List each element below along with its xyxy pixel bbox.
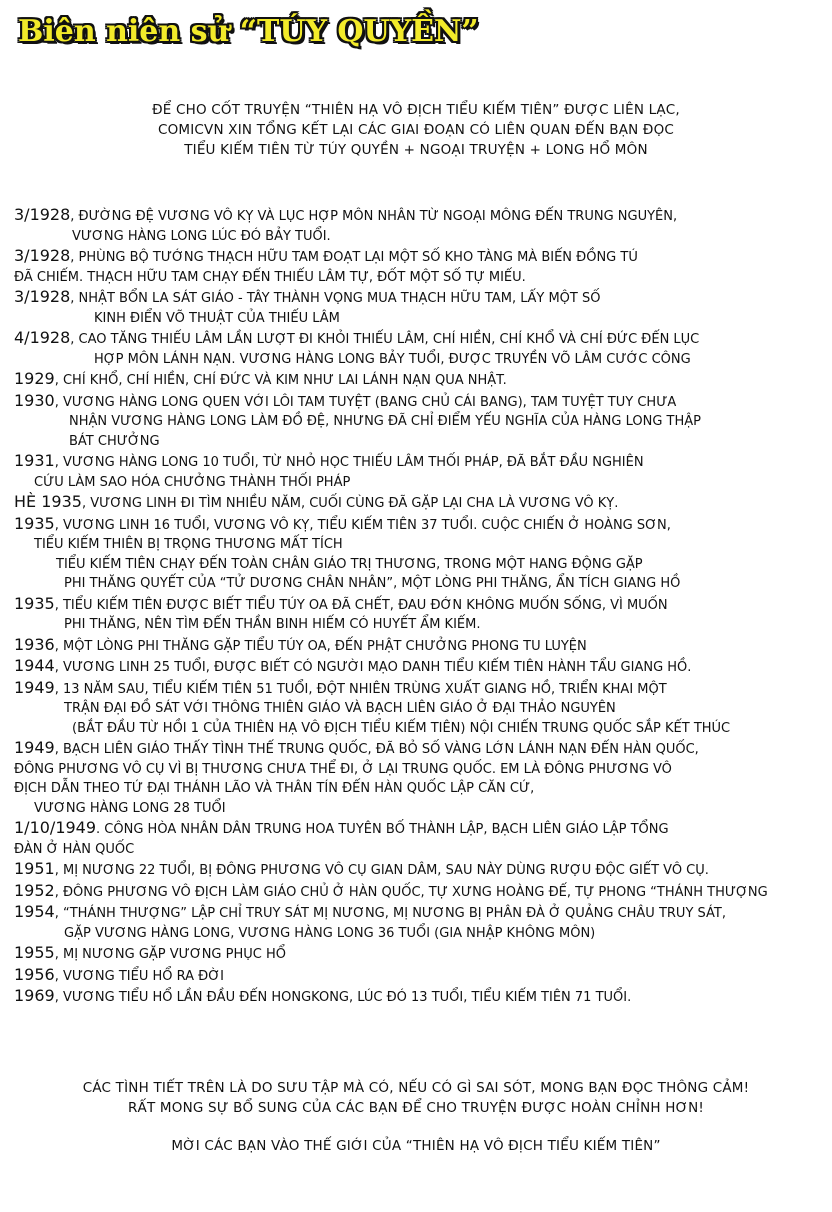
timeline-entry bbox=[14, 268, 830, 288]
outro-line: CÁC TÌNH TIẾT TRÊN LÀ DO SƯU TẬP MÀ CÓ, NẾU CÓ GÌ SAI SÓT, MONG BẠN ĐỌC THÔNG CẢM! bbox=[82, 1080, 750, 1096]
timeline-text: , VƯƠNG HÀNG LONG 10 TUỔI, TỪ NHỎ HỌC THIẾU LÂM THỐI PHÁP, ĐÃ BẮT ĐẦU NGHIÊN bbox=[54, 455, 644, 470]
timeline-text: , VƯƠNG LINH 16 TUỔI, VƯƠNG VÔ KỴ, TIỂU KIẾM TIÊN 37 TUỔI. CUỘC CHIẾN Ở HOÀNG SƠN, bbox=[54, 517, 671, 533]
timeline-date: 1929 bbox=[14, 369, 55, 388]
timeline-entry bbox=[14, 738, 830, 760]
timeline-entry bbox=[14, 965, 830, 987]
timeline-text: PHI THĂNG, NÊN TÌM ĐẾN THẦN BINH HIẾM CÓ HUYẾT ẨM KIẾM. bbox=[64, 617, 481, 632]
timeline-date: 1951 bbox=[14, 859, 55, 878]
timeline-text: , 13 NĂM SAU, TIỂU KIẾM TIÊN 51 TUỔI, ĐỘT NHIÊN TRÙNG XUẤT GIANG HỒ, TRIỂN KHAI MỘT bbox=[54, 681, 667, 697]
timeline-entry bbox=[14, 205, 830, 227]
timeline-date: 1955 bbox=[14, 943, 55, 962]
timeline-entry bbox=[14, 986, 830, 1008]
timeline-text: ĐỊCH DẪN THEO TỨ ĐẠI THÁNH LÃO VÀ THÂN TÍN ĐẾN HÀN QUỐC LẬP CĂN CỨ, bbox=[14, 781, 535, 796]
timeline-entry bbox=[14, 760, 830, 780]
timeline-entry bbox=[14, 287, 830, 309]
timeline-text: , MỊ NƯƠNG GẶP VƯƠNG PHỤC HỔ bbox=[54, 947, 286, 962]
timeline-entry bbox=[14, 473, 830, 493]
timeline-entry bbox=[14, 369, 830, 391]
timeline-text: , “THÁNH THƯỢNG” LẬP CHỈ TRUY SÁT MỊ NƯƠNG, MỊ NƯƠNG BỊ PHÂN ĐÀ Ở QUẢNG CHÂU TRUY SÁT, bbox=[54, 906, 726, 921]
timeline-text: TIỂU KIẾM THIÊN BỊ TRỌNG THƯƠNG MẤT TÍCH bbox=[34, 537, 343, 552]
timeline-text: , BẠCH LIÊN GIÁO THẤY TÌNH THẾ TRUNG QUỐC, ĐÃ BỎ SỐ VÀNG LỚN LÁNH NẠN ĐẾN HÀN QUỐC, bbox=[54, 742, 699, 757]
timeline-text: GẶP VƯƠNG HÀNG LONG, VƯƠNG HÀNG LONG 36 TUỔI (GIA NHẬP KHÔNG MÔN) bbox=[64, 925, 596, 941]
timeline-date: 1954 bbox=[14, 902, 55, 921]
timeline-entry bbox=[14, 350, 830, 370]
timeline-entry bbox=[14, 615, 830, 635]
timeline-date: 1936 bbox=[14, 634, 55, 654]
timeline-text: VƯƠNG HÀNG LONG 28 TUỔI bbox=[34, 800, 226, 816]
timeline-entry bbox=[14, 535, 830, 555]
timeline-text: HỢP MÔN LÁNH NẠN. VƯƠNG HÀNG LONG BẢY TUỔI, ĐƯỢC TRUYỀN VÕ LÂM CƯỚC CÔNG bbox=[94, 351, 691, 367]
timeline-date: 1952 bbox=[14, 880, 55, 900]
timeline-text: , VƯƠNG LINH 25 TUỔI, ĐƯỢC BIẾT CÓ NGƯỜI MẠO DANH TIỂU KIẾM TIÊN HÀNH TẨU GIANG HỒ. bbox=[54, 660, 692, 675]
timeline-text: CỨU LÀM SAO HÓA CHƯỞNG THÀNH THỐI PHÁP bbox=[34, 474, 351, 490]
timeline-date: 1/10/1949 bbox=[14, 818, 97, 837]
timeline-entry bbox=[14, 656, 830, 678]
timeline-entry bbox=[14, 432, 830, 452]
timeline-entry bbox=[14, 391, 830, 413]
timeline-date: 1930 bbox=[14, 390, 55, 410]
timeline-date: 1949 bbox=[14, 677, 55, 697]
timeline-entry bbox=[14, 840, 830, 860]
timeline-text: , TIỂU KIẾM TIÊN ĐƯỢC BIẾT TIỂU TÚY OA ĐÃ CHẾT, ĐAU ĐỚN KHÔNG MUỐN SỐNG, VÌ MUỐN bbox=[54, 597, 668, 613]
timeline-text: KINH ĐIỂN VÕ THUẬT CỦA THIẾU LÂM bbox=[94, 310, 340, 326]
timeline-text: , VƯƠNG TIỂU HỔ RA ĐỜI bbox=[54, 968, 224, 984]
timeline-text: , PHÙNG BỘ TƯỚNG THẠCH HỮU TAM ĐOẠT LẠI MỘT SỐ KHO TÀNG MÀ BIẾN ĐỒNG TÚ bbox=[70, 250, 638, 265]
timeline-text: PHI THĂNG QUYẾT CỦA “TỬ DƯƠNG CHÂN NHÂN”, MỘT LÒNG PHI THĂNG, ẨN TÍCH GIANG HỒ bbox=[64, 576, 681, 591]
timeline-date: HÈ 1935 bbox=[14, 492, 82, 511]
outro-line: MỜI CÁC BẠN VÀO THẾ GIỚI CỦA “THIÊN HẠ VÔ ĐỊCH TIỂU KIẾM TIÊN” bbox=[171, 1138, 661, 1154]
timeline-entry bbox=[14, 818, 830, 840]
timeline-entry bbox=[14, 328, 830, 350]
timeline-text: , MỘT LÒNG PHI THĂNG GẶP TIỂU TÚY OA, ĐẾN PHẬT CHƯỞNG PHONG TU LUYỆN bbox=[54, 638, 587, 654]
intro-line: TIỂU KIẾM TIÊN TỪ TÚY QUYỀN + NGOẠI TRUYỆN + LONG HỔ MÔN bbox=[184, 142, 648, 158]
timeline-entry bbox=[14, 412, 830, 432]
timeline-entry bbox=[14, 719, 830, 739]
timeline-text: ĐÃ CHIẾM. THẠCH HỮU TAM CHẠY ĐẾN THIẾU LÂM TỰ, ĐỐT MỘT SỐ TỰ MIẾU. bbox=[14, 269, 526, 285]
timeline-list bbox=[14, 205, 830, 1008]
timeline-text: ĐÀN Ở HÀN QUỐC bbox=[14, 841, 135, 857]
intro-block bbox=[0, 100, 832, 160]
timeline-date: 3/1928 bbox=[14, 287, 71, 306]
timeline-date: 1969 bbox=[14, 986, 55, 1005]
timeline-text: BÁT CHƯỞNG bbox=[69, 433, 160, 449]
timeline-entry bbox=[14, 514, 830, 536]
timeline-entry bbox=[14, 594, 830, 616]
timeline-entry bbox=[14, 492, 830, 514]
timeline-entry bbox=[14, 699, 830, 719]
timeline-date: 1935 bbox=[14, 593, 55, 613]
timeline-text: , MỊ NƯƠNG 22 TUỔI, BỊ ĐÔNG PHƯƠNG VÔ CỤ GIAN DÂM, SAU NÀY DÙNG RƯỢU ĐỘC GIẾT VÔ CỤ. bbox=[54, 863, 709, 878]
timeline-date: 1931 bbox=[14, 451, 55, 470]
timeline-date: 4/1928 bbox=[14, 328, 71, 347]
timeline-text: . CÔNG HÒA NHÂN DÂN TRUNG HOA TUYÊN BỐ THÀNH LẬP, BẠCH LIÊN GIÁO LẬP TỔNG bbox=[96, 822, 669, 837]
timeline-date: 1944 bbox=[14, 656, 55, 675]
timeline-date: 1956 bbox=[14, 964, 55, 984]
timeline-entry bbox=[14, 451, 830, 473]
timeline-entry bbox=[14, 678, 830, 700]
timeline-entry bbox=[14, 881, 830, 903]
timeline-text: VƯƠNG HÀNG LONG LÚC ĐÓ BẢY TUỔI. bbox=[72, 228, 331, 244]
timeline-text: , VƯƠNG TIỂU HỔ LẦN ĐẦU ĐẾN HONGKONG, LÚC ĐÓ 13 TUỔI, TIỂU KIẾM TIÊN 71 TUỔI. bbox=[54, 990, 632, 1005]
timeline-entry bbox=[14, 779, 830, 799]
timeline-text: , ĐÔNG PHƯƠNG VÔ ĐỊCH LÀM GIÁO CHỦ Ở HÀN QUỐC, TỰ XƯNG HOÀNG ĐẾ, TỰ PHONG “THÁNH THƯỢNG bbox=[54, 884, 768, 900]
timeline-entry bbox=[14, 943, 830, 965]
timeline-entry bbox=[14, 574, 830, 594]
timeline-entry bbox=[14, 859, 830, 881]
timeline-date: 3/1928 bbox=[14, 246, 71, 265]
timeline-entry bbox=[14, 635, 830, 657]
outro-line: RẤT MONG SỰ BỔ SUNG CỦA CÁC BẠN ĐỂ CHO TRUYỆN ĐƯỢC HOÀN CHỈNH HƠN! bbox=[127, 1100, 705, 1116]
timeline-entry bbox=[14, 309, 830, 329]
timeline-text: TIỂU KIẾM TIÊN CHẠY ĐẾN TOÀN CHÂN GIÁO TRỊ THƯƠNG, TRONG MỘT HANG ĐỘNG GẶP bbox=[56, 556, 643, 572]
intro-line: ĐỂ CHO CỐT TRUYỆN “THIÊN HẠ VÔ ĐỊCH TIỂU KIẾM TIÊN” ĐƯỢC LIÊN LẠC, bbox=[152, 102, 680, 118]
timeline-text: (BẮT ĐẦU TỪ HỒI 1 CỦA THIÊN HẠ VÔ ĐỊCH TIỂU KIẾM TIÊN) NỘI CHIẾN TRUNG QUỐC SẮP KẾT THÚC bbox=[72, 720, 731, 736]
spacer bbox=[0, 1118, 832, 1136]
timeline-text: TRẬN ĐẠI ĐỒ SÁT VỚI THÔNG THIÊN GIÁO VÀ BẠCH LIÊN GIÁO Ở ĐẠI THẢO NGUYÊN bbox=[64, 701, 616, 716]
timeline-entry bbox=[14, 246, 830, 268]
timeline-text: , NHẬT BỔN LA SÁT GIÁO - TÂY THÀNH VỌNG MUA THẠCH HỮU TAM, LẤY MỘT SỐ bbox=[70, 291, 601, 306]
timeline-entry bbox=[14, 924, 830, 944]
timeline-text: ĐÔNG PHƯƠNG VÔ CỤ VÌ BỊ THƯƠNG CHƯA THỂ ĐI, Ở LẠI TRUNG QUỐC. EM LÀ ĐÔNG PHƯƠNG VÔ bbox=[14, 761, 672, 777]
timeline-entry bbox=[14, 227, 830, 247]
timeline-entry bbox=[14, 555, 830, 575]
intro-line: COMICVN XIN TỔNG KẾT LẠI CÁC GIAI ĐOẠN CÓ LIÊN QUAN ĐẾN BẠN ĐỌC bbox=[157, 122, 675, 138]
timeline-text: , ĐƯỜNG ĐỆ VƯƠNG VÔ KỴ VÀ LỤC HỢP MÔN NHÂN TỪ NGOẠI MÔNG ĐẾN TRUNG NGUYÊN, bbox=[70, 209, 678, 224]
timeline-entry bbox=[14, 902, 830, 924]
timeline-date: 1935 bbox=[14, 513, 55, 533]
timeline-date: 3/1928 bbox=[14, 205, 71, 224]
timeline-text: , CAO TĂNG THIẾU LÂM LẦN LƯỢT ĐI KHỎI THIẾU LÂM, CHÍ HIỀN, CHÍ KHỔ VÀ CHÍ ĐỨC ĐẾN LỤC bbox=[70, 332, 700, 347]
timeline-text: NHẬN VƯƠNG HÀNG LONG LÀM ĐỒ ĐỆ, NHƯNG ĐÃ CHỈ ĐIỂM YẾU NGHĨA CỦA HÀNG LONG THẬP bbox=[69, 414, 701, 429]
timeline-entry bbox=[14, 799, 830, 819]
page-title: Biên niên sử “TÚY QUYỀN” bbox=[18, 14, 479, 49]
timeline-text: , VƯƠNG LINH ĐI TÌM NHIỀU NĂM, CUỐI CÙNG ĐÃ GẶP LẠI CHA LÀ VƯƠNG VÔ KỴ. bbox=[81, 496, 619, 511]
timeline-text: , CHÍ KHỔ, CHÍ HIỀN, CHÍ ĐỨC VÀ KIM NHƯ LAI LÁNH NẠN QUA NHẬT. bbox=[54, 373, 507, 388]
outro-block bbox=[0, 1078, 832, 1156]
timeline-date: 1949 bbox=[14, 738, 55, 757]
timeline-text: , VƯƠNG HÀNG LONG QUEN VỚI LÔI TAM TUYỆT (BANG CHỦ CÁI BANG), TAM TUYỆT TUY CHƯA bbox=[54, 394, 677, 410]
